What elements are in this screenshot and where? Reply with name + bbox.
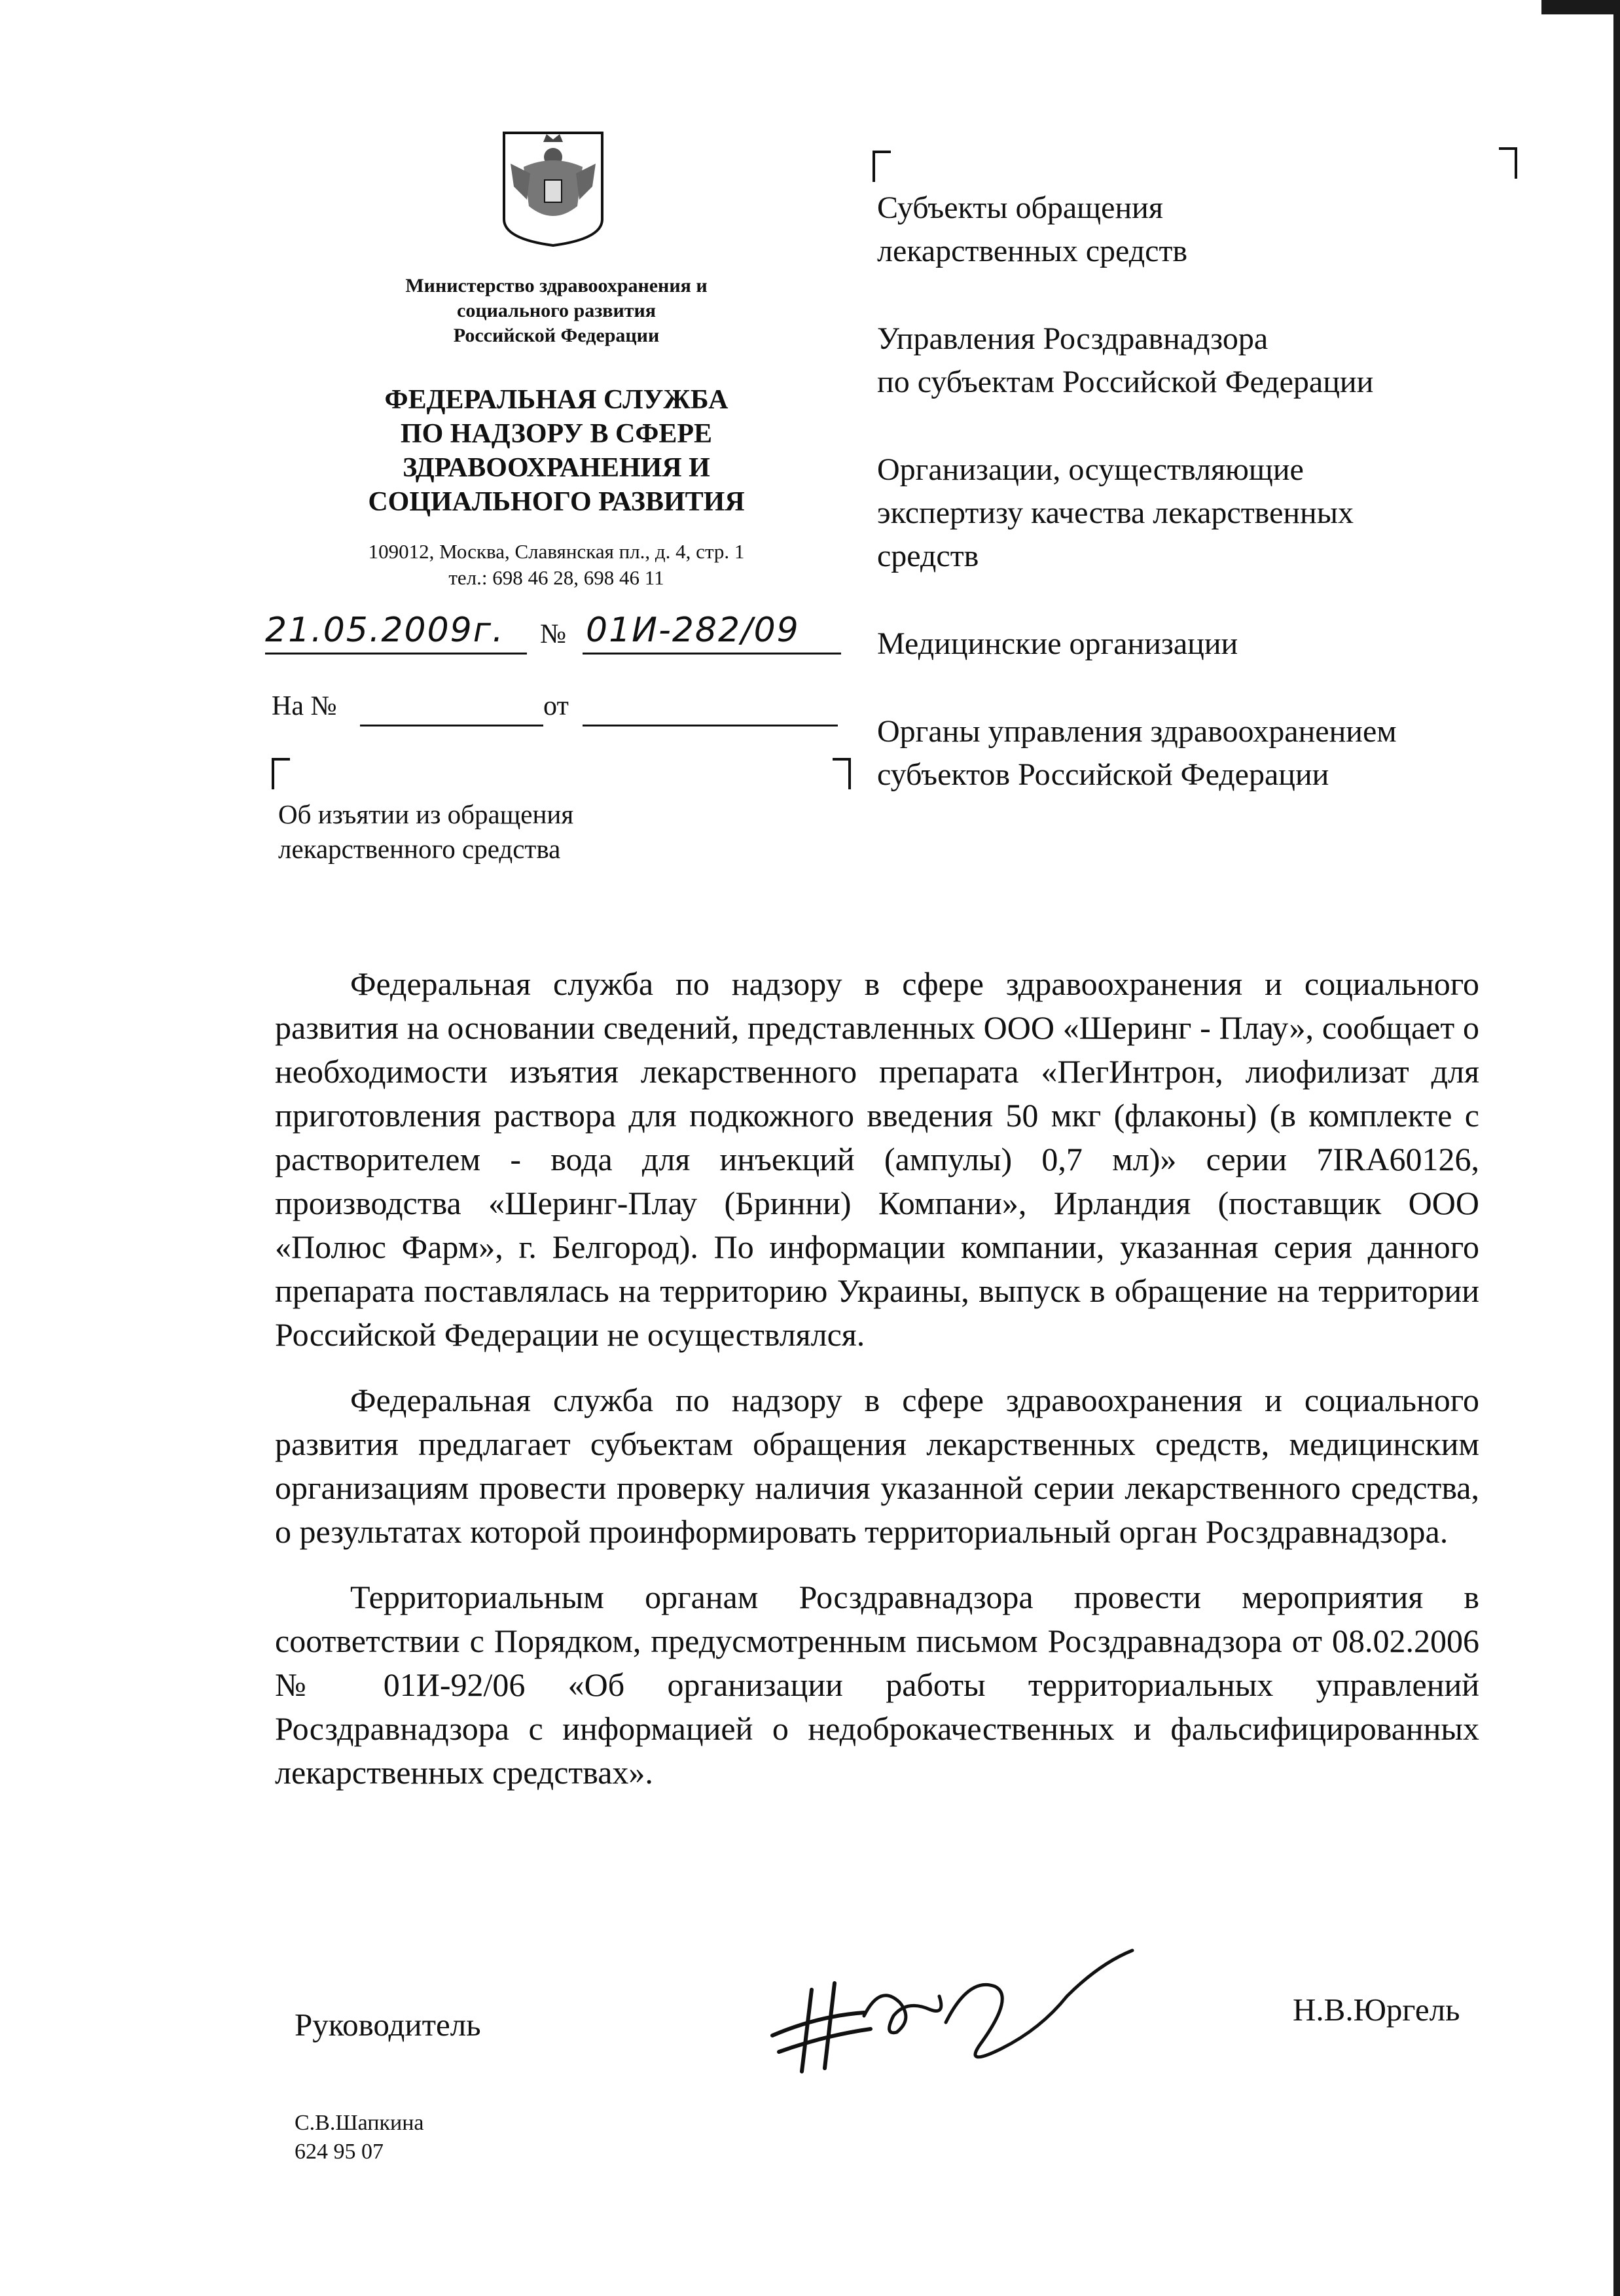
recipients-block <box>877 187 1584 841</box>
signatory-name: Н.В.Юргель <box>1293 1992 1460 2028</box>
recipient: Субъекты обращения лекарственных средств <box>877 190 1188 268</box>
signatory-title: Руководитель <box>295 2007 481 2043</box>
scan-border-top <box>1541 0 1620 14</box>
reply-label: На № <box>272 691 337 721</box>
body-paragraph: Территориальным органам Росздравнадзора провести мероприятия в соответствии с Порядком, предусмотренным письмом Росздравнадзора от 08.02.2006 № 01И-92/06 «Об организации работы территориальных управлений Росздравнадзора с информацией о недоброкачественных и фальсифицированных лекарственных средствах». <box>275 1579 1479 1791</box>
body-paragraph: Федеральная служба по надзору в сфере здравоохранения и социального развития предлагает субъектам обращения лекарственных средств, медицинским организациям провести проверку наличия указанной серии лекарственного средства, о результатах которой проинформировать территориальный орган Росздравнадзора. <box>275 1382 1479 1550</box>
recipient-bracket-right <box>1499 147 1517 179</box>
recipient: Медицинские организации <box>877 626 1238 661</box>
address: 109012, Москва, Славянская пл., д. 4, стр. 1 тел.: 698 46 28, 698 46 11 <box>368 540 745 589</box>
subject-bracket-left <box>272 758 290 789</box>
ministry-name: Министерство здравоохранения и социального развития Российской Федерации <box>405 275 708 346</box>
executor-name: С.В.Шапкина <box>295 2111 424 2135</box>
recipient: Организации, осуществляющие экспертизу качества лекарственных средств <box>877 452 1354 573</box>
subject-bracket-right <box>833 758 851 789</box>
registration-line <box>265 612 841 658</box>
scan-border <box>1613 0 1620 2296</box>
reply-line <box>272 691 848 730</box>
registration-date: 21.05.2009г. <box>265 611 505 650</box>
service-name: ФЕДЕРАЛЬНАЯ СЛУЖБА ПО НАДЗОРУ В СФЕРЕ ЗДРАВООХРАНЕНИЯ И СОЦИАЛЬНОГО РАЗВИТИЯ <box>368 385 745 517</box>
executor-info <box>295 2109 424 2166</box>
body-paragraph: Федеральная служба по надзору в сфере здравоохранения и социального развития на основании сведений, представленных ООО «Шеринг - Плау», сообщает о необходимости изъятия лекарственного препарата «ПегИнтрон, лиофилизат для приготовления раствора для подкожного введения 50 мкг (флаконы) (в комплекте с растворителем - вода для инъекций (ампулы) 0,7 мл)» серии 7IRA60126, производства «Шеринг-Плау (Бринни) Компани», Ирландия (поставщик ООО «Полюс Фарм», г. Белгород). По информации компании, указанная серия данного препарата поставлялась на территорию Украины, выпуск в обращение на территории Российской Федерации не осуществлялся. <box>275 965 1479 1353</box>
from-label: от <box>543 691 569 721</box>
letter-subject: Об изъятии из обращения лекарственного средства <box>278 799 574 864</box>
russian-coat-of-arms-icon <box>497 128 609 249</box>
recipient: Управления Росздравнадзора по субъектам Российской Федерации <box>877 321 1374 399</box>
number-label: № <box>540 619 567 649</box>
executor-phone: 624 95 07 <box>295 2140 384 2164</box>
recipient-bracket-left <box>873 151 891 182</box>
registration-number: 01И-282/09 <box>586 611 800 650</box>
recipient: Органы управления здравоохранением субъектов Российской Федерации <box>877 714 1397 792</box>
handwritten-signature <box>766 1937 1139 2075</box>
letter-body <box>275 962 1479 1816</box>
